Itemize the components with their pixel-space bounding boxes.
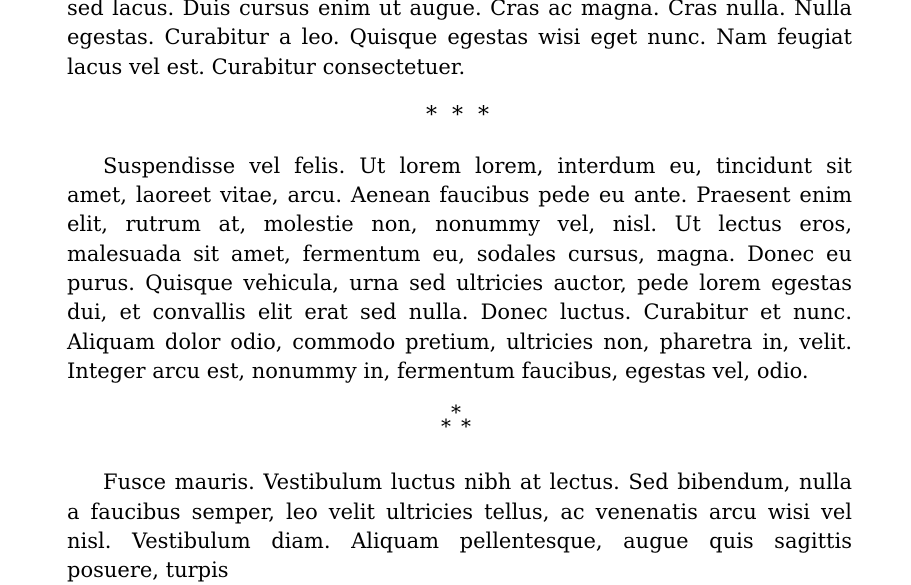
- asterism-bottom-right-star: *: [461, 414, 471, 439]
- paragraph-fusce: Fusce mauris. Vestibulum luctus nibh at lectus. Sed bibendum, nulla a faucibus semper, leo velit ultricies tellus, ac venenatis arcu wisi vel nisl. Vestibulum diam. Aliquam pellentesque, augue quis sagittis posuere, turpis: [67, 470, 852, 583]
- asterism-bottom-left-star: *: [441, 414, 451, 439]
- paragraph-suspendisse: Suspendisse vel felis. Ut lorem lorem, interdum eu, tincidunt sit amet, laoreet vitae, arcu. Aenean faucibus pede eu ante. Praesent enim elit, rutrum at, molestie non, nonummy vel, nisl. Ut lectus eros, malesuada sit amet, fermentum eu, sodales cursus, magna. Donec eu purus. Quisque vehicula, urna sed ultricies auctor, pede lorem egestas dui, et convallis elit erat sed nulla. Donec luctus. Curabitur et nunc. Aliquam dolor odio, commodo pretium, ultricies non, pharetra in, velit. Integer arcu est, nonummy in, fermentum faucibus, egestas vel, odio.: [67, 153, 852, 383]
- asterism-separator: [67, 402, 852, 446]
- paragraph-continued: sed lacus. Duis cursus enim ut augue. Cras ac magna. Cras nulla. Nulla egestas. Curabitur a leo. Quisque egestas wisi eget nunc. Nam feugiat lacus vel est. Curabitur consectetuer.: [67, 0, 852, 79]
- document-page: [67, 0, 852, 585]
- section-separator-asterisks: * * *: [426, 102, 493, 128]
- asterism-top-star: *: [451, 400, 461, 425]
